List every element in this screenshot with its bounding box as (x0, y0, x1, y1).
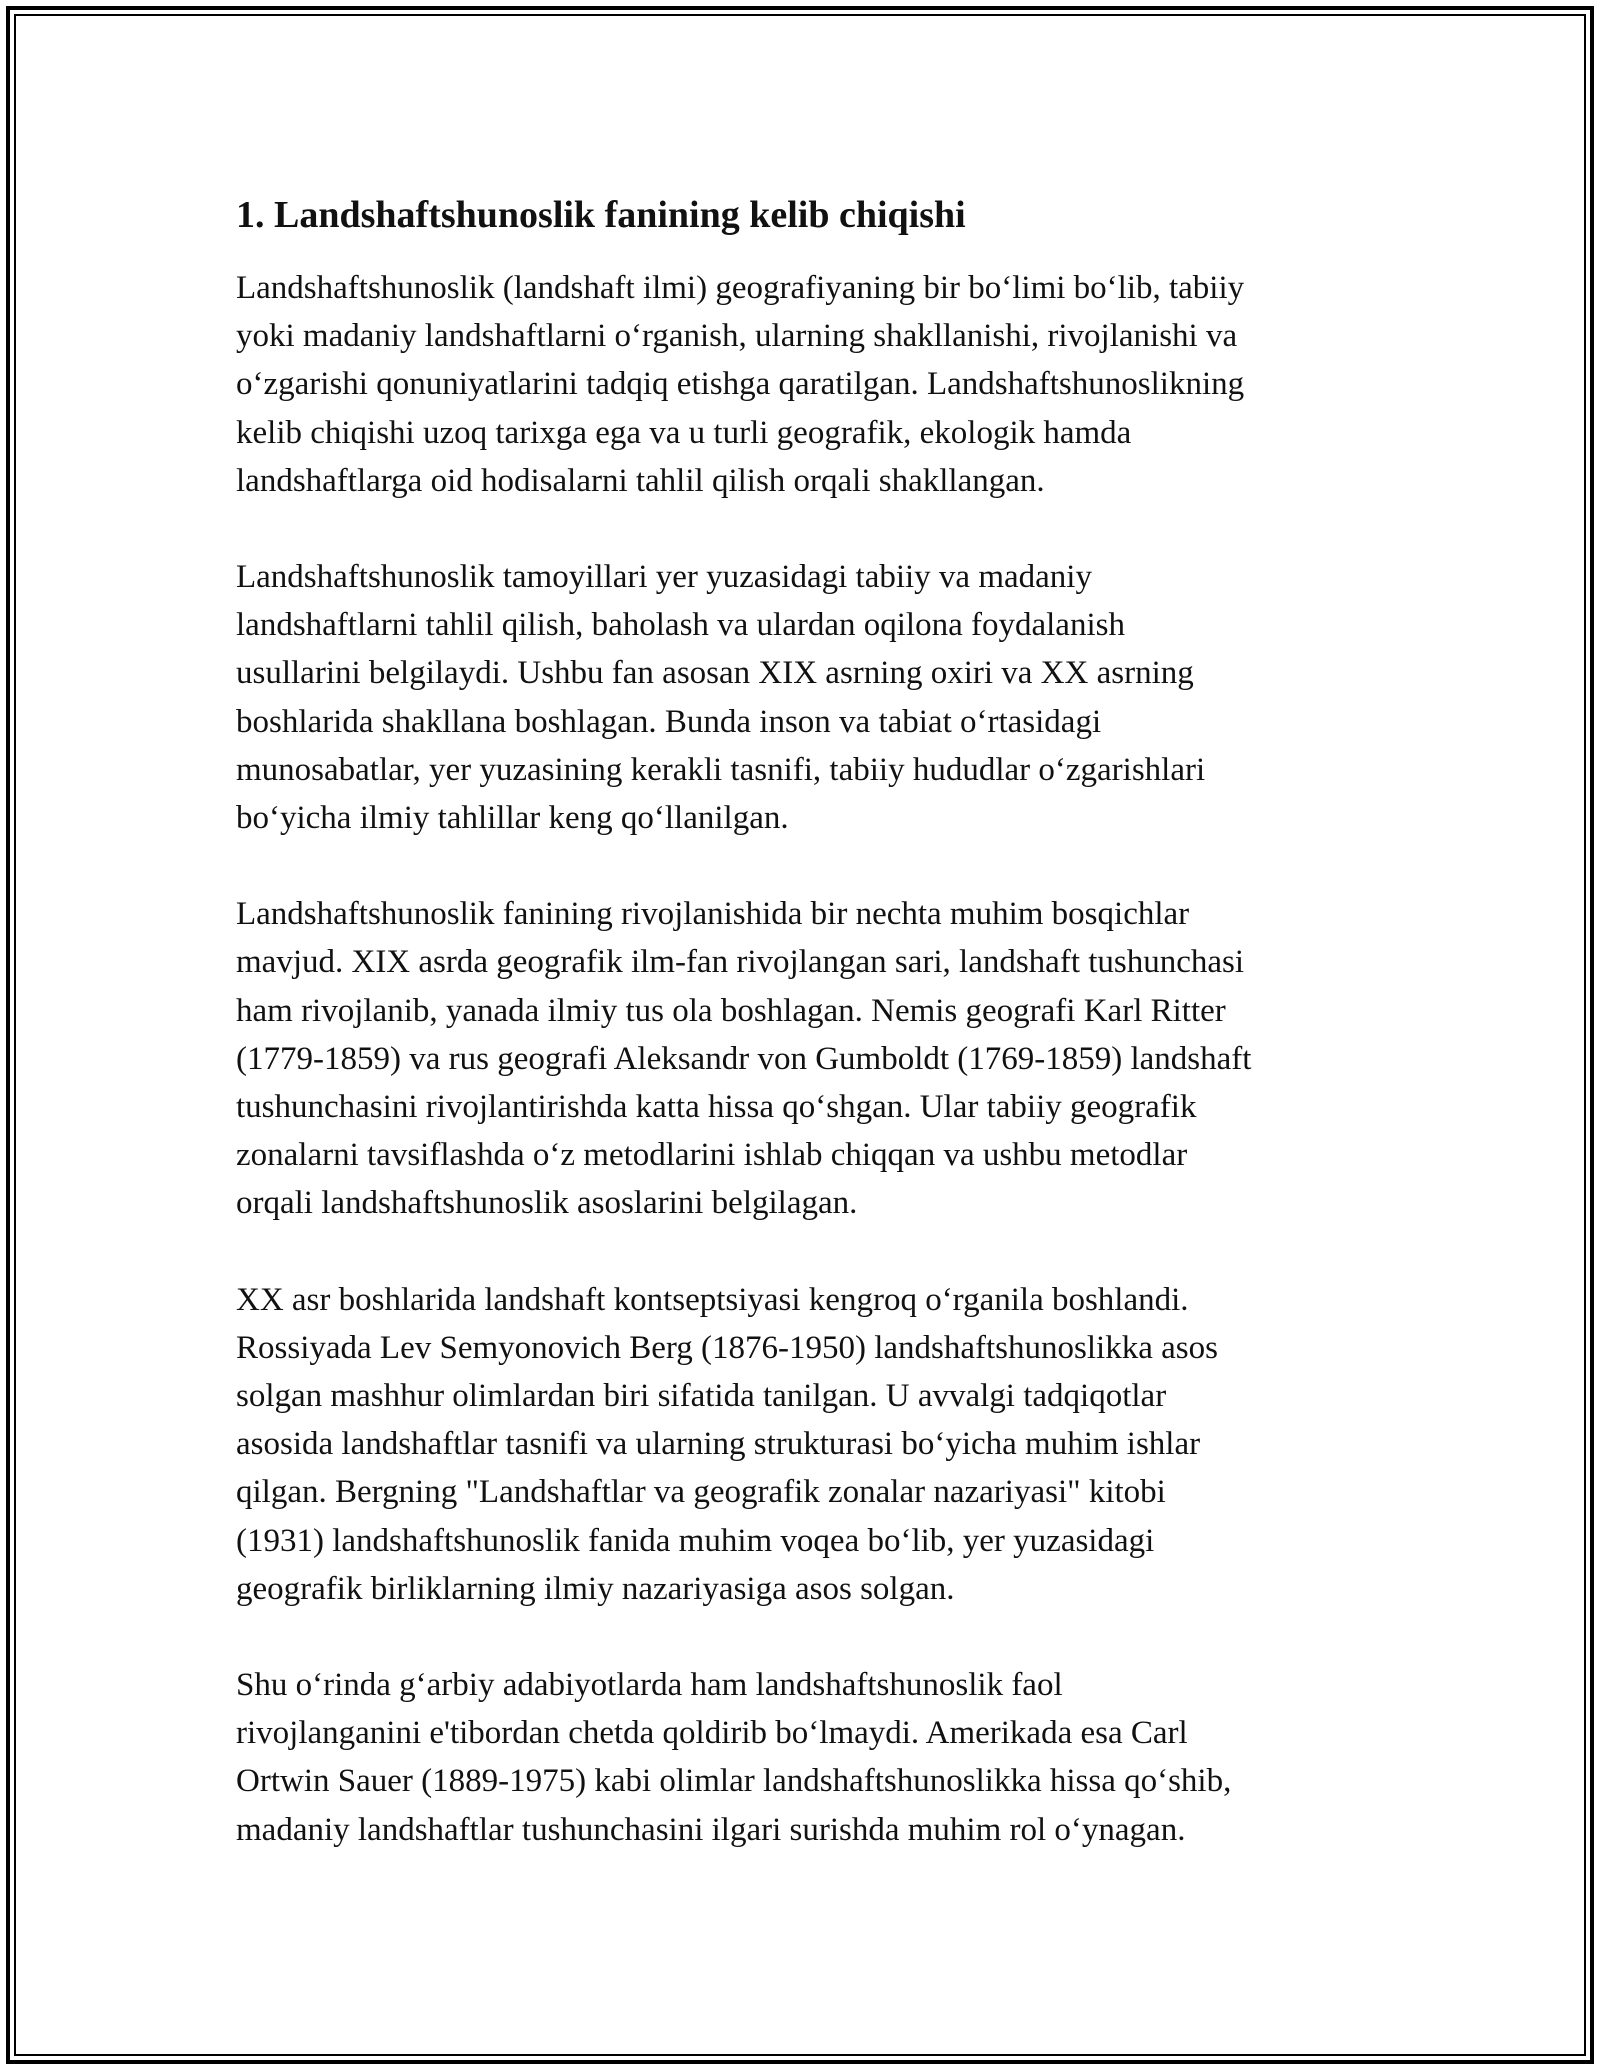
text-line: XX asr boshlarida landshaft kontseptsiyasi kengroq o‘rganila boshlandi. (236, 1281, 1189, 1318)
text-line: solgan mashhur olimlardan biri sifatida tanilgan. U avvalgi tadqiqotlar (236, 1378, 1167, 1415)
text-line: kelib chiqishi uzoq tarixga ega va u turli geografik, ekologik hamda (236, 414, 1132, 451)
document-body (236, 188, 1386, 1902)
text-line: boshlarida shakllana boshlagan. Bunda inson va tabiat o‘rtasidagi (236, 703, 1102, 740)
text-line: usullarini belgilaydi. Ushbu fan asosan XIX asrning oxiri va XX asrning (236, 655, 1194, 692)
text-line: bo‘yicha ilmiy tahlillar keng qo‘llanilgan. (236, 800, 789, 837)
text-line: landshaftlarga oid hodisalarni tahlil qilish orqali shakllangan. (236, 462, 1045, 499)
text-line: zonalarni tavsiflashda o‘z metodlarini ishlab chiqqan va ushbu metodlar (236, 1137, 1188, 1174)
paragraph-2 (236, 553, 1386, 842)
text-line: Shu o‘rinda g‘arbiy adabiyotlarda ham landshaftshunoslik faol (236, 1667, 1063, 1704)
text-line: o‘zgarishi qonuniyatlarini tadqiq etishga qaratilgan. Landshaftshunoslikning (236, 366, 1245, 403)
paragraph-1 (236, 264, 1386, 505)
text-line: madaniy landshaftlar tushunchasini ilgari surishda muhim rol o‘ynagan. (236, 1811, 1186, 1848)
text-line: geografik birliklarning ilmiy nazariyasiga asos solgan. (236, 1570, 955, 1607)
text-line: tushunchasini rivojlantirishda katta hissa qo‘shgan. Ular tabiiy geografik (236, 1089, 1197, 1126)
text-line: orqali landshaftshunoslik asoslarini belgilagan. (236, 1185, 858, 1222)
paragraph-5 (236, 1661, 1386, 1854)
text-line: rivojlanganini e'tibordan chetda qoldirib bo‘lmaydi. Amerikada esa Carl (236, 1715, 1188, 1752)
paragraph-4 (236, 1276, 1386, 1613)
text-line: (1931) landshaftshunoslik fanida muhim voqea bo‘lib, yer yuzasidagi (236, 1522, 1155, 1559)
text-line: yoki madaniy landshaftlarni o‘rganish, ularning shakllanishi, rivojlanishi va (236, 318, 1238, 355)
text-line: Landshaftshunoslik fanining rivojlanishida bir nechta muhim bosqichlar (236, 896, 1190, 933)
section-heading: 1. Landshaftshunoslik fanining kelib chiqishi (236, 194, 966, 236)
text-line: munosabatlar, yer yuzasining kerakli tasnifi, tabiiy hududlar o‘zgarishlari (236, 751, 1206, 788)
text-line: Landshaftshunoslik tamoyillari yer yuzasidagi tabiiy va madaniy (236, 559, 1092, 596)
text-line: Ortwin Sauer (1889-1975) kabi olimlar landshaftshunoslikka hissa qo‘shib, (236, 1763, 1232, 1800)
text-line: qilgan. Bergning "Landshaftlar va geografik zonalar nazariyasi" kitobi (236, 1474, 1166, 1511)
text-line: ham rivojlanib, yanada ilmiy tus ola boshlagan. Nemis geografi Karl Ritter (236, 992, 1226, 1029)
text-line: Rossiyada Lev Semyonovich Berg (1876-1950) landshaftshunoslikka asos (236, 1329, 1218, 1366)
text-line: mavjud. XIX asrda geografik ilm-fan rivojlangan sari, landshaft tushunchasi (236, 944, 1245, 981)
text-line: Landshaftshunoslik (landshaft ilmi) geografiyaning bir bo‘limi bo‘lib, tabiiy (236, 270, 1245, 306)
text-line: asosida landshaftlar tasnifi va ularning strukturasi bo‘yicha muhim ishlar (236, 1426, 1201, 1463)
paragraph-3 (236, 890, 1386, 1227)
text-line: (1779-1859) va rus geografi Aleksandr von Gumboldt (1769-1859) landshaft (236, 1040, 1252, 1077)
text-line: landshaftlarni tahlil qilish, baholash va ulardan oqilona foydalanish (236, 607, 1125, 644)
